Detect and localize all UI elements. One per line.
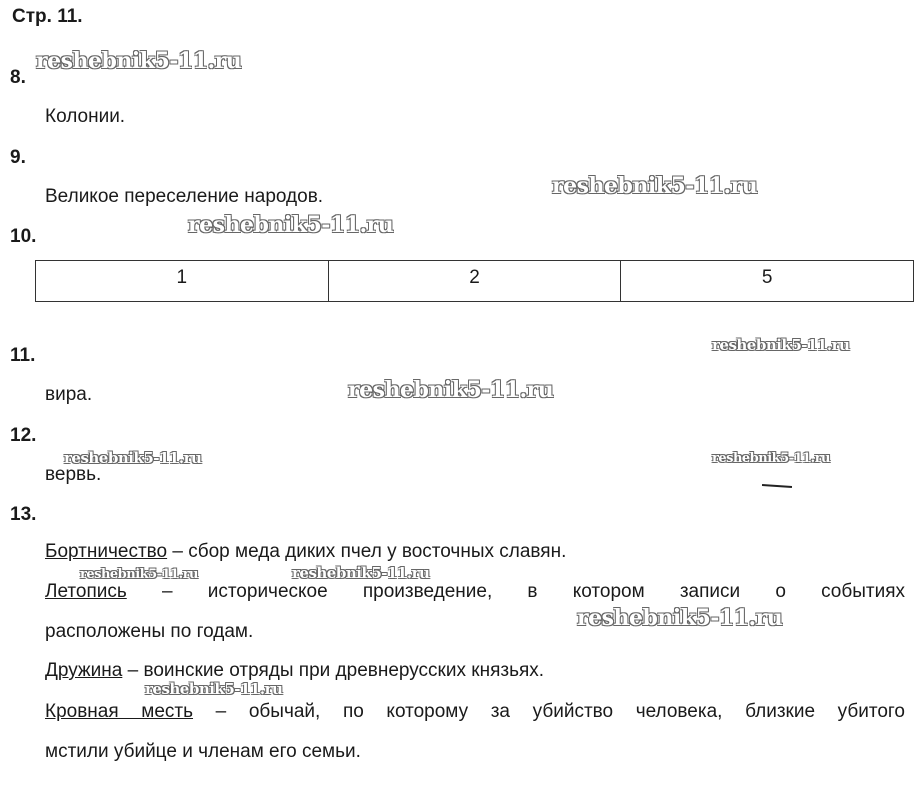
answer-11: вира. xyxy=(45,384,93,405)
watermark: reshebnik5-11.ru xyxy=(188,212,394,238)
question-number-10: 10. xyxy=(10,226,37,247)
answer-9: Великое переселение народов. xyxy=(45,186,324,207)
watermark: reshebnik5-11.ru xyxy=(712,451,831,466)
watermark: reshebnik5-11.ru xyxy=(552,173,758,199)
watermark: reshebnik5-11.ru xyxy=(348,377,554,403)
watermark: reshebnik5-11.ru xyxy=(80,567,199,582)
definition-krovnaya-mest-line-2: мстили убийце и членам его семьи. xyxy=(45,741,361,762)
question-number-13: 13. xyxy=(10,504,37,525)
definition-term: Дружина xyxy=(45,660,123,681)
answer-table-cell: 1 xyxy=(36,261,329,302)
definition-text: – историческое произведение, в котором записи о событиях xyxy=(126,581,905,602)
answer-8: Колонии. xyxy=(45,106,126,127)
answer-table-cell: 2 xyxy=(328,261,621,302)
question-number-9: 9. xyxy=(10,147,26,168)
page-title: Стр. 11. xyxy=(12,6,83,27)
answer-table-10 xyxy=(35,260,914,302)
watermark: reshebnik5-11.ru xyxy=(712,336,850,354)
answer-12: вервь. xyxy=(45,464,102,485)
definition-term: Бортничество xyxy=(45,541,168,562)
definition-bortnichestvo xyxy=(45,532,905,572)
definition-term: Летопись xyxy=(45,581,127,602)
pen-stroke-mark xyxy=(762,484,792,488)
definition-krovnaya-mest-line-1 xyxy=(45,692,905,732)
watermark: reshebnik5-11.ru xyxy=(145,680,283,698)
answer-table-cell: 5 xyxy=(621,261,914,302)
question-number-12: 12. xyxy=(10,425,37,446)
watermark: reshebnik5-11.ru xyxy=(577,605,783,631)
question-number-11: 11. xyxy=(10,345,36,366)
definition-letopis-line-2: расположены по годам. xyxy=(45,621,254,642)
question-number-8: 8. xyxy=(10,67,26,88)
definition-text: – обычай, по которому за убийство человека, близкие убитого xyxy=(193,701,905,722)
definition-text: – воинские отряды при древнерусских князьях. xyxy=(122,660,545,681)
watermark: reshebnik5-11.ru xyxy=(64,449,202,467)
watermark: reshebnik5-11.ru xyxy=(292,564,430,582)
definition-term: Кровная месть xyxy=(45,701,194,722)
definition-text: – сбор меда диких пчел у восточных славян. xyxy=(167,541,567,562)
watermark: reshebnik5-11.ru xyxy=(36,48,242,74)
